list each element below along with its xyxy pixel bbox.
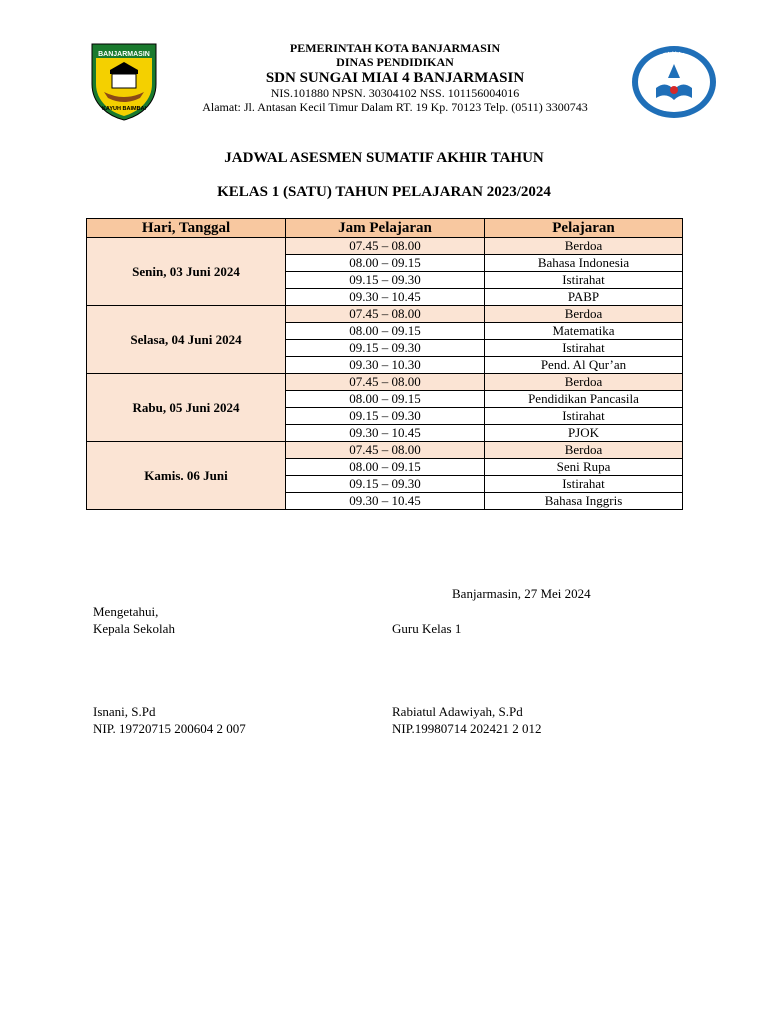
school-name: SDN SUNGAI MIAI 4 BANJARMASIN: [265, 69, 525, 86]
table-row: [87, 442, 683, 459]
document-title: JADWAL ASESMEN SUMATIF AKHIR TAHUN: [224, 150, 544, 166]
acknowledged-label: Mengetahui,: [93, 604, 159, 619]
emblem-motto-text: KAYUH BAIMBAI: [101, 106, 147, 112]
subject-cell: Istirahat: [485, 272, 683, 289]
time-cell: 08.00 – 09.15: [286, 323, 485, 340]
time-cell: 09.15 – 09.30: [286, 272, 485, 289]
school-address: Alamat: Jl. Antasan Kecil Timur Dalam RT. 19 Kp. 70123 Telp. (0511) 3300743: [202, 99, 588, 114]
header-day: Hari, Tanggal: [87, 219, 286, 238]
header-time: Jam Pelajaran: [286, 219, 485, 238]
day-cell: Selasa, 04 Juni 2024: [87, 306, 286, 374]
time-cell: 07.45 – 08.00: [286, 306, 485, 323]
emblem-arc-text: TUT WURI HANDAYANI: [642, 50, 706, 77]
principal-role: Kepala Sekolah: [93, 621, 175, 636]
subject-cell: Berdoa: [485, 442, 683, 459]
subject-cell: Istirahat: [485, 340, 683, 357]
banjarmasin-emblem-icon: [88, 40, 160, 122]
time-cell: 09.15 – 09.30: [286, 408, 485, 425]
day-cell: Rabu, 05 Juni 2024: [87, 374, 286, 442]
subject-cell: Bahasa Inggris: [485, 493, 683, 510]
teacher-name: Rabiatul Adawiyah, S.Pd: [392, 704, 523, 719]
subject-cell: Berdoa: [485, 238, 683, 255]
subject-cell: Pendidikan Pancasila: [485, 391, 683, 408]
time-cell: 09.15 – 09.30: [286, 476, 485, 493]
tut-wuri-handayani-icon: [630, 44, 718, 120]
table-row: [87, 306, 683, 323]
table-header-row: [87, 219, 683, 238]
emblem-top-text: BANJARMASIN: [98, 51, 150, 58]
government-name: PEMERINTAH KOTA BANJARMASIN: [289, 41, 501, 55]
time-cell: 09.15 – 09.30: [286, 340, 485, 357]
time-cell: 07.45 – 08.00: [286, 442, 485, 459]
schedule-table: [86, 218, 683, 510]
time-cell: 08.00 – 09.15: [286, 255, 485, 272]
time-cell: 09.30 – 10.30: [286, 357, 485, 374]
subject-cell: PJOK: [485, 425, 683, 442]
subject-cell: PABP: [485, 289, 683, 306]
header-subject: Pelajaran: [485, 219, 683, 238]
day-cell: Kamis. 06 Juni: [87, 442, 286, 510]
subject-cell: Seni Rupa: [485, 459, 683, 476]
principal-nip: NIP. 19720715 200604 2 007: [93, 721, 246, 736]
day-cell: Senin, 03 Juni 2024: [87, 238, 286, 306]
subject-cell: Istirahat: [485, 408, 683, 425]
teacher-nip: NIP.19980714 202421 2 012: [392, 721, 542, 736]
subject-cell: Matematika: [485, 323, 683, 340]
teacher-role: Guru Kelas 1: [392, 621, 462, 636]
time-cell: 07.45 – 08.00: [286, 238, 485, 255]
time-cell: 08.00 – 09.15: [286, 391, 485, 408]
time-cell: 09.30 – 10.45: [286, 289, 485, 306]
principal-name: Isnani, S.Pd: [93, 704, 156, 719]
time-cell: 08.00 – 09.15: [286, 459, 485, 476]
subject-cell: Berdoa: [485, 374, 683, 391]
subject-cell: Pend. Al Qur’an: [485, 357, 683, 374]
table-row: [87, 238, 683, 255]
department-name: DINAS PENDIDIKAN: [336, 54, 454, 69]
subject-cell: Bahasa Indonesia: [485, 255, 683, 272]
school-ids: NIS.101880 NPSN. 30304102 NSS. 101156004016: [270, 85, 520, 100]
table-row: [87, 374, 683, 391]
document-subtitle: KELAS 1 (SATU) TAHUN PELAJARAN 2023/2024: [217, 184, 551, 200]
time-cell: 09.30 – 10.45: [286, 425, 485, 442]
time-cell: 09.30 – 10.45: [286, 493, 485, 510]
letterhead: [160, 42, 630, 114]
subject-cell: Istirahat: [485, 476, 683, 493]
subject-cell: Berdoa: [485, 306, 683, 323]
time-cell: 07.45 – 08.00: [286, 374, 485, 391]
place-date: Banjarmasin, 27 Mei 2024: [452, 586, 591, 601]
